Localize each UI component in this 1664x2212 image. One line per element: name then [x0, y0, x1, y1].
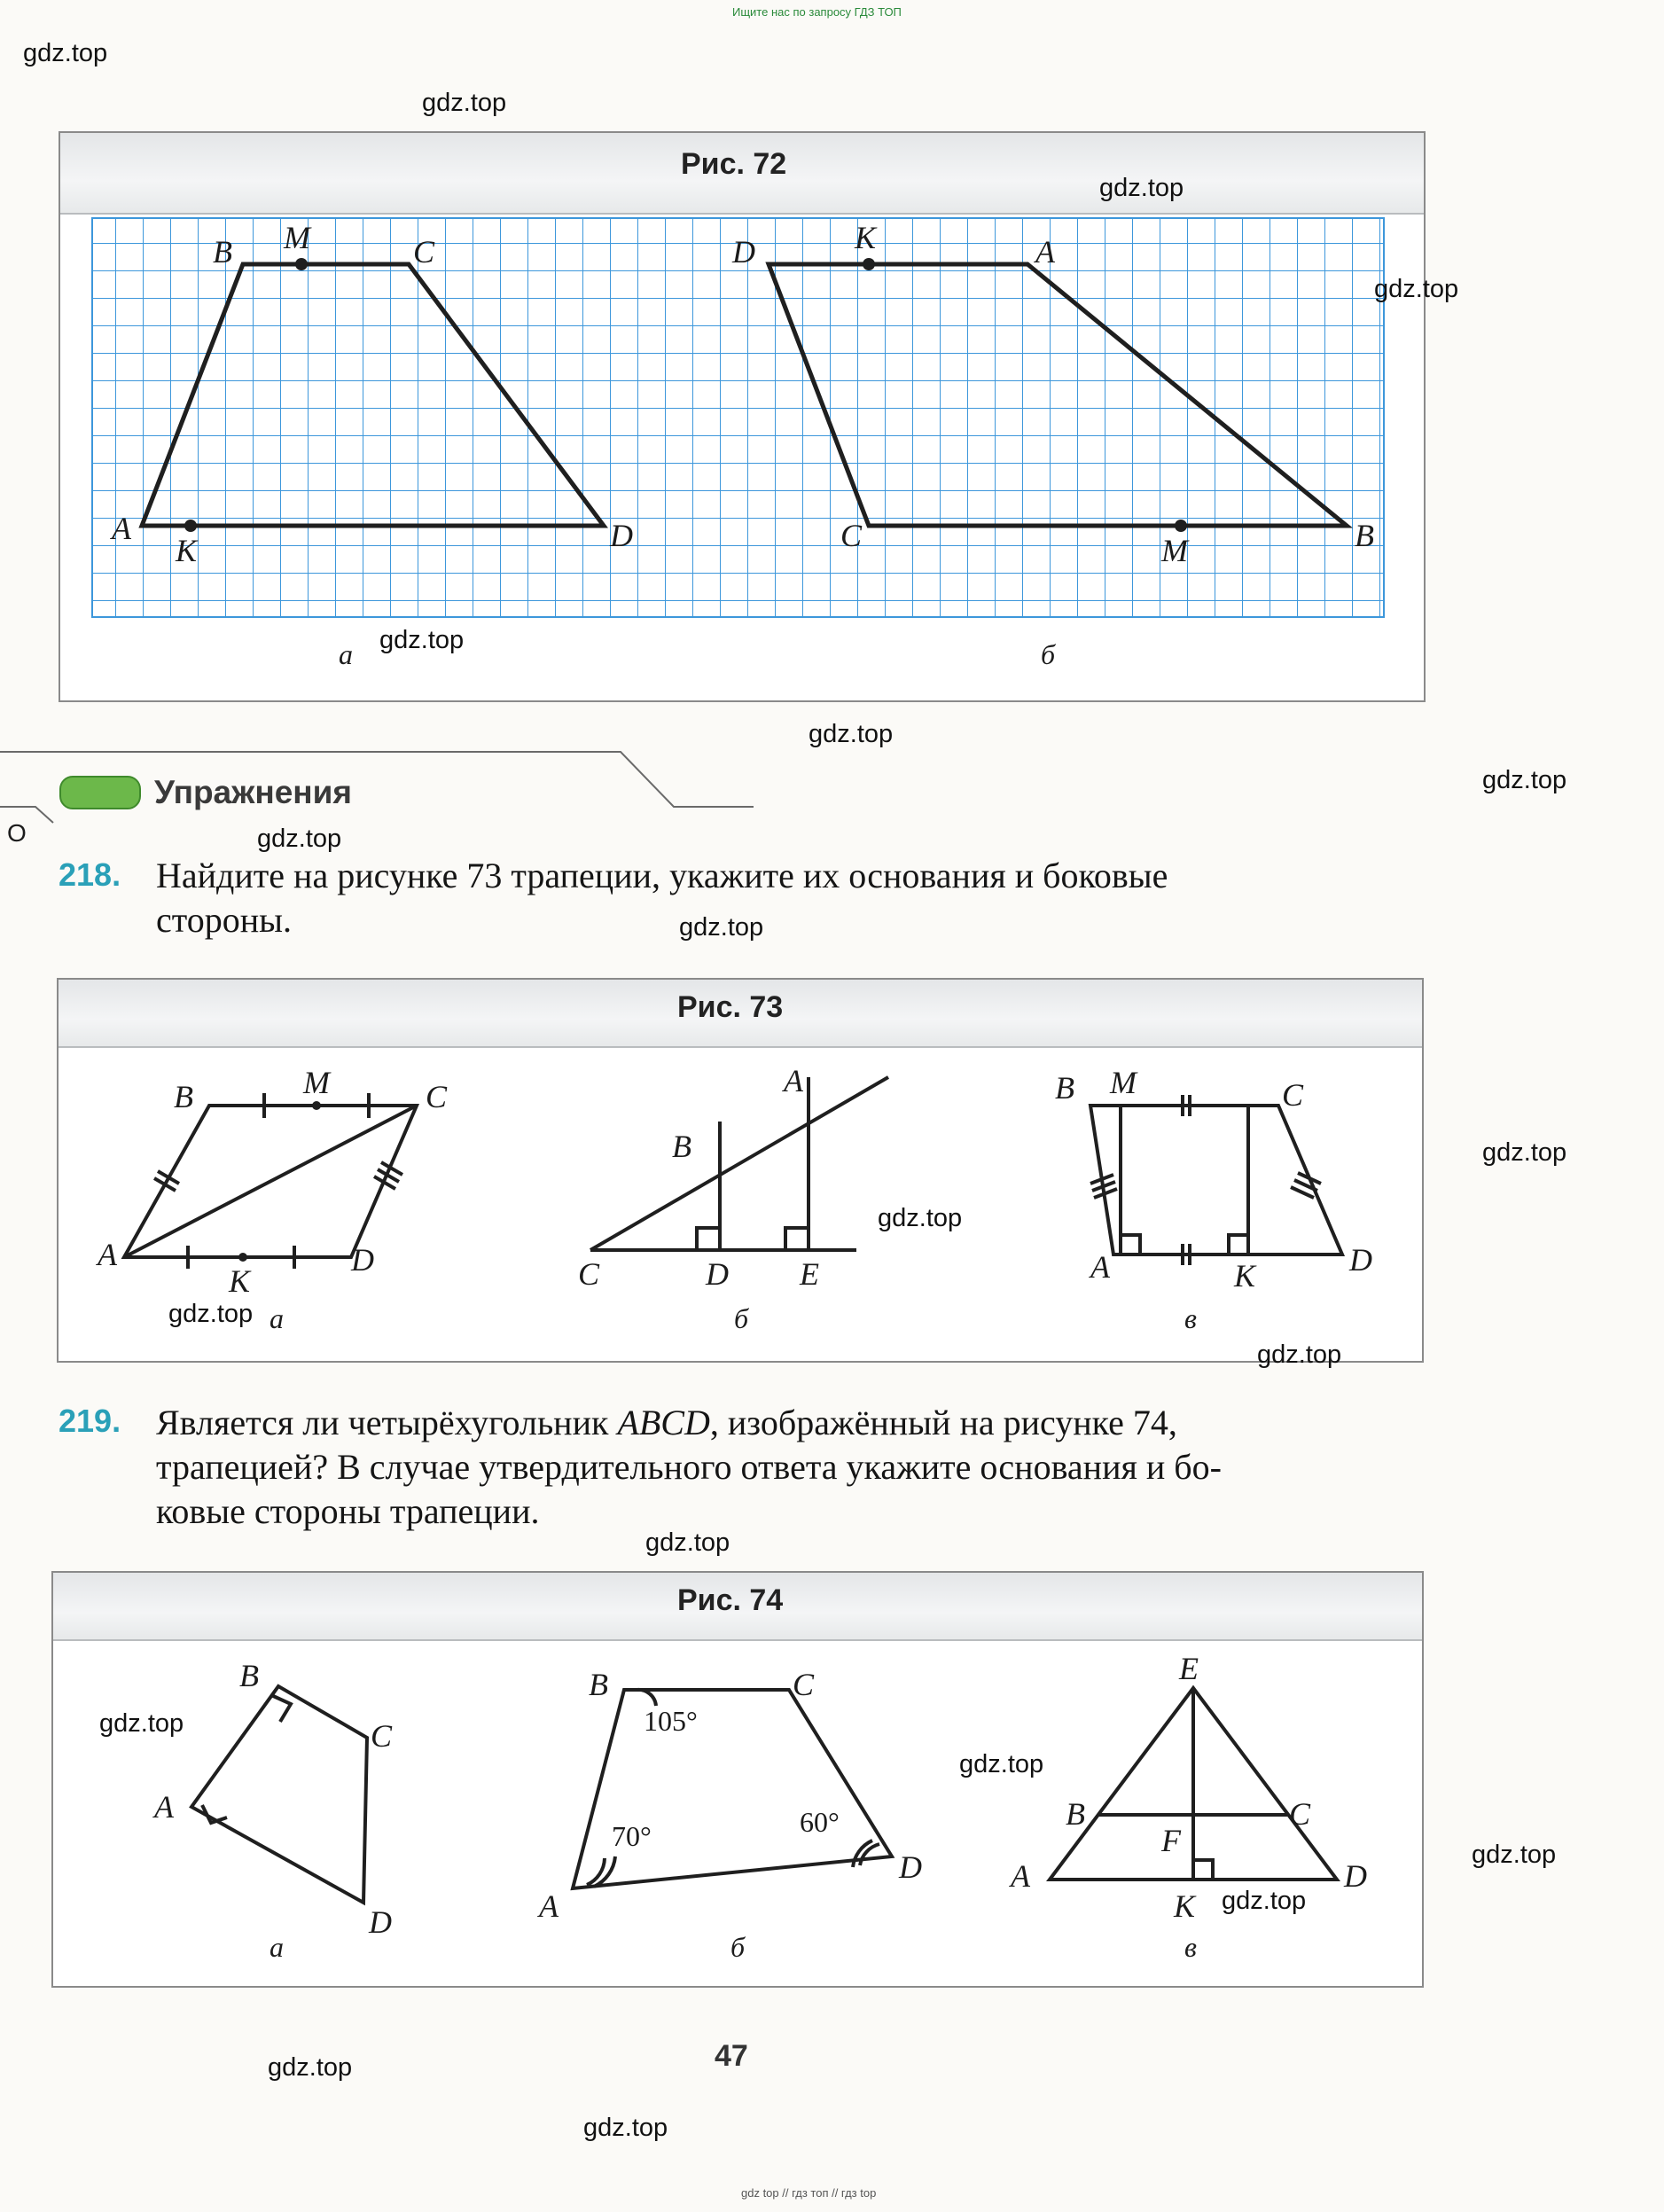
- abcd-variable: ABCD: [617, 1403, 710, 1442]
- trapezoid-c: [1090, 1106, 1342, 1255]
- watermark: gdz.top: [379, 626, 465, 654]
- label-K-73a: K: [229, 1263, 251, 1299]
- top-search-note: Ищите нас по запросу ГДЗ ТОП: [732, 5, 902, 19]
- label-E-74c: E: [1179, 1651, 1199, 1686]
- point-M-b: [1175, 520, 1187, 532]
- point-M: [295, 258, 308, 270]
- exercise-218-text: [156, 854, 1433, 942]
- watermark: gdz.top: [1374, 275, 1459, 303]
- subfigure-label-a: а: [270, 1302, 284, 1334]
- label-A-74b: A: [539, 1888, 559, 1924]
- label-A-a: A: [112, 511, 131, 546]
- label-C-74a: C: [371, 1718, 393, 1754]
- label-A-73b: A: [784, 1063, 803, 1098]
- subfigure-label-b: б: [1041, 638, 1056, 670]
- label-A-73c: A: [1090, 1249, 1110, 1285]
- exercise-218-number: 218.: [59, 856, 121, 893]
- watermark: gdz.top: [1482, 1138, 1567, 1167]
- point-M-73a: [312, 1101, 321, 1110]
- section-marker-bar: [60, 777, 140, 809]
- subfigure-label-b: б: [734, 1302, 749, 1334]
- exercise-219-line2: трапецией? В случае утвердительного ответа укажите основания и бо-: [156, 1447, 1222, 1487]
- subfigure-label-c: в: [1184, 1302, 1197, 1334]
- subfigure-label-a: а: [339, 638, 353, 670]
- point-K-73a: [238, 1253, 247, 1262]
- point-K-b: [863, 258, 875, 270]
- watermark: gdz.top: [1482, 766, 1567, 794]
- label-M-73a: M: [303, 1065, 330, 1100]
- label-K-73c: K: [1234, 1258, 1256, 1294]
- label-D-a: D: [610, 518, 633, 553]
- label-M-a: M: [284, 220, 310, 255]
- exercise-219-text: [156, 1401, 1433, 1534]
- label-D-73b: D: [706, 1256, 729, 1292]
- watermark: gdz.top: [422, 89, 507, 117]
- figure-72-drawing: [60, 133, 1424, 700]
- label-B-73a: B: [174, 1079, 193, 1114]
- page-number: 47: [715, 2039, 748, 2073]
- watermark: gdz.top: [959, 1750, 1044, 1778]
- watermark: gdz.top: [878, 1204, 963, 1232]
- quadrilateral-b: [573, 1690, 892, 1888]
- label-B-a: B: [213, 234, 232, 270]
- figure-73-box: [57, 978, 1424, 1363]
- label-D-74b: D: [899, 1849, 922, 1885]
- label-C-74c: C: [1289, 1796, 1311, 1832]
- watermark: gdz.top: [679, 913, 764, 942]
- exercise-219-line3: ковые стороны трапеции.: [156, 1491, 540, 1531]
- label-C-73b: C: [578, 1256, 600, 1292]
- label-F-74c: F: [1161, 1823, 1181, 1858]
- angle-105: 105°: [644, 1705, 698, 1737]
- label-M-73c: M: [1110, 1065, 1137, 1100]
- label-B-73c: B: [1055, 1070, 1074, 1106]
- exercise-219-line1: Является ли четырёхугольник ABCD, изображённый на рисунке 74,: [156, 1403, 1177, 1442]
- ray-CA: [590, 1077, 888, 1250]
- subfigure-label-c: в: [1184, 1931, 1197, 1963]
- exercise-218-line1: Найдите на рисунке 73 трапеции, укажите их основания и боковые: [156, 856, 1168, 895]
- watermark: gdz.top: [99, 1709, 184, 1738]
- section-title: Упражнения: [154, 774, 352, 810]
- label-B-73b: B: [672, 1129, 691, 1164]
- grid-paper: [92, 218, 1384, 617]
- quadrilateral-a: [191, 1686, 367, 1903]
- section-decoration: [0, 727, 798, 825]
- label-K-74c: K: [1174, 1888, 1196, 1924]
- label-C-b: C: [840, 518, 863, 553]
- figure-73-title: Рис. 73: [677, 990, 784, 1024]
- watermark: gdz.top: [168, 1300, 254, 1328]
- section-marker: О: [7, 819, 27, 847]
- label-C-73c: C: [1282, 1077, 1304, 1113]
- watermark: gdz.top: [1257, 1340, 1342, 1369]
- watermark: gdz.top: [809, 720, 894, 748]
- figure-72-box: [59, 131, 1426, 702]
- bottom-note: gdz top // гдз топ // гдз top: [741, 2186, 877, 2200]
- label-B-74a: B: [239, 1658, 259, 1693]
- watermark: gdz.top: [645, 1528, 730, 1557]
- label-C-73a: C: [426, 1079, 448, 1114]
- label-D-b: D: [732, 234, 755, 270]
- watermark: gdz.top: [268, 2053, 353, 2082]
- label-B-74c: B: [1066, 1796, 1085, 1832]
- label-A-73a: A: [98, 1237, 117, 1272]
- label-B-b: B: [1355, 518, 1374, 553]
- watermark: gdz.top: [23, 39, 108, 67]
- label-D-74a: D: [369, 1904, 392, 1940]
- figure-74-title: Рис. 74: [677, 1583, 784, 1617]
- subfigure-label-a: а: [270, 1931, 284, 1963]
- point-K: [184, 520, 197, 532]
- label-K-a: K: [176, 533, 198, 568]
- label-A-74a: A: [154, 1789, 174, 1825]
- exercise-218-line2: стороны.: [156, 900, 292, 940]
- label-D-74c: D: [1344, 1858, 1367, 1894]
- label-E-73b: E: [800, 1256, 819, 1292]
- watermark: gdz.top: [1472, 1841, 1557, 1869]
- subfigure-label-b: б: [730, 1931, 746, 1963]
- angle-70: 70°: [612, 1820, 652, 1852]
- exercise-219-number: 219.: [59, 1403, 121, 1439]
- label-A-74c: A: [1011, 1858, 1030, 1894]
- watermark: gdz.top: [1222, 1887, 1307, 1915]
- label-D-73a: D: [351, 1242, 374, 1278]
- label-M-b: M: [1161, 533, 1188, 568]
- label-K-b: K: [855, 220, 877, 255]
- watermark: gdz.top: [1099, 174, 1184, 202]
- figure-74-drawing: [53, 1573, 1422, 1986]
- watermark: gdz.top: [257, 825, 342, 853]
- watermark: gdz.top: [583, 2114, 668, 2142]
- label-C-a: C: [413, 234, 435, 270]
- label-C-74b: C: [793, 1667, 815, 1702]
- label-D-73c: D: [1349, 1242, 1372, 1278]
- figure-74-box: [51, 1571, 1424, 1988]
- angle-60: 60°: [800, 1806, 840, 1838]
- label-A-b: A: [1035, 234, 1055, 270]
- figure-72-title: Рис. 72: [681, 147, 787, 181]
- label-B-74b: B: [589, 1667, 608, 1702]
